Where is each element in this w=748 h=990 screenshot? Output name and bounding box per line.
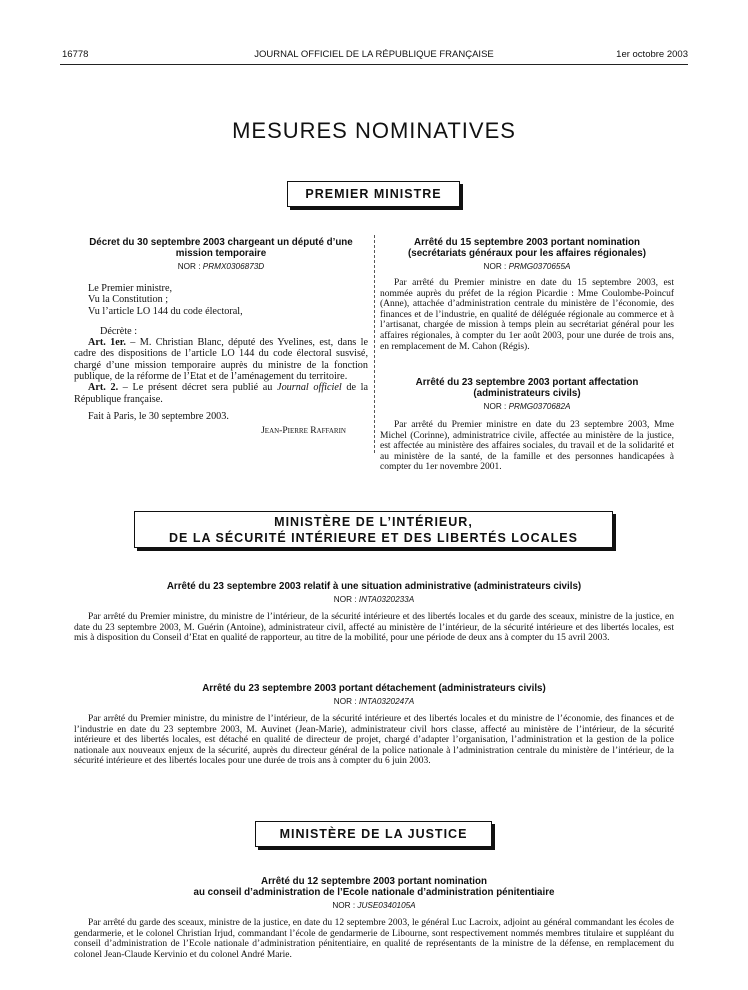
arrete-text: Par arrêté du garde des sceaux, ministre de la justice, en date du 12 septembre 2003, le général Luc Lacroix, adjoint au général commandant les écoles de gendarmerie, et le colonel Christian Irjud, commandant l’école de gendarmerie de Libourne, sont respectivement nommés membres titulaire et suppléant du conseil d’administration de l’Ecole nationale d’administration pénitentiaire, en qualité de représentants de la ministre de la défense, en remplacement du colonel Jean-Claude Kervinio et du colonel André Marie. <box>74 918 674 960</box>
section-heading-premier-ministre: PREMIER MINISTRE <box>287 181 460 207</box>
decree-mission-temporaire <box>74 237 368 436</box>
nor-line: NOR : INTA0320233A <box>333 595 415 604</box>
arrete-title: Arrêté du 23 septembre 2003 relatif à une situation administrative (administrateurs civils) <box>166 581 582 592</box>
fait-line: Fait à Paris, le 30 septembre 2003. <box>88 410 229 422</box>
arrete-nomination-enap <box>74 876 674 960</box>
arrete-affectation <box>380 377 674 473</box>
arrete-text: Par arrêté du Premier ministre, du ministre de l’intérieur, de la sécurité intérieure et des libertés locales et du garde des sceaux, ministre de la justice, en date du 23 septembre 2003, M. Guérin (Antoine), administrateur civil, affecté au ministère de l’intérieur, de la sécurité intérieure et des libertés locales, est mis à disposition du Conseil d’Etat en qualité de rapporteur, au titre de la mobilité, pour une période de deux ans à compter du 15 avril 2003. <box>74 612 674 644</box>
nor-line: NOR : PRMG0370682A <box>483 402 571 411</box>
arrete-text: Par arrêté du Premier ministre en date du 15 septembre 2003, est nommée auprès du préfet de la région Picardie : Mme Coulombe-Poincuf (Anne), attachée d’administration centrale du ministère de l’économie, des finances et de l’industrie, en qualité de déléguée régionale au commerce et à l’artisanat, chargée de mission à temps plein au secrétariat général pour les affaires régionales, à compter du 1er août 2003, pour une durée de trois ans, en remplacement de M. Cahon (Régis). <box>380 278 674 352</box>
arrete-situation-administrative <box>74 581 674 644</box>
section-heading-interieur: MINISTÈRE DE L’INTÉRIEUR, DE LA SÉCURITÉ INTÉRIEURE ET DES LIBERTÉS LOCALES <box>134 511 613 548</box>
decrete-line: Décrète : <box>100 325 138 337</box>
nor-code: INTA0320233A <box>358 595 415 604</box>
nor-code: INTA0320247A <box>358 697 415 706</box>
nor-line: NOR : PRMX0306873D <box>177 262 265 271</box>
arrete-title: Arrêté du 23 septembre 2003 portant affectation (administrateurs civils) <box>415 377 639 399</box>
arrete-title: Arrêté du 23 septembre 2003 portant détachement (administrateurs civils) <box>202 683 546 694</box>
arrete-title: Arrêté du 15 septembre 2003 portant nomination (secrétariats généraux pour les affaires régionales) <box>408 237 646 259</box>
nor-code: PRMX0306873D <box>202 262 265 271</box>
page-title: MESURES NOMINATIVES <box>232 118 516 143</box>
vu-line: Vu l’article LO 144 du code électoral, <box>88 305 243 317</box>
nor-line: NOR : PRMG0370655A <box>483 262 571 271</box>
journal-name: JOURNAL OFFICIEL DE LA RÉPUBLIQUE FRANÇAISE <box>254 49 494 60</box>
arrete-title: Arrêté du 12 septembre 2003 portant nomination au conseil d’administration de l’Ecole nationale d’administration pénitentiaire <box>193 876 555 898</box>
arrete-text: Par arrêté du Premier ministre en date du 23 septembre 2003, Mme Michel (Corinne), administratrice civile, affectée au ministère de la justice, est affectée au ministère des affaires sociales, du travail et de la solidarité et au ministère de la santé, de la famille et des personnes handicapées à compter du 1er novembre 2001. <box>380 420 674 473</box>
arrete-nomination-sgar <box>380 237 674 352</box>
nor-line: NOR : INTA0320247A <box>333 697 415 706</box>
article-2: Art. 2. – Le présent décret sera publié au Journal officiel de la République française. <box>74 382 368 405</box>
nor-code: PRMG0370682A <box>508 402 571 411</box>
article-label: Art. 1er. <box>88 337 126 349</box>
intro-line: Le Premier ministre, <box>88 283 173 294</box>
decree-title: Décret du 30 septembre 2003 chargeant un député d’une mission temporaire <box>89 237 353 259</box>
article-label: Art. 2. <box>88 382 119 394</box>
header-rule <box>60 64 688 65</box>
nor-code: JUSE0340105A <box>357 901 416 910</box>
vu-line: Vu la Constitution ; <box>88 294 169 306</box>
article-1: Art. 1er. – M. Christian Blanc, député des Yvelines, est, dans le cadre des dispositions de l’article LO 144 du code électoral susvisé, chargé d’une mission temporaire auprès du ministre de la fonction publique, de la réforme de l’Etat et de l’aménagement du territoire. <box>74 337 368 383</box>
nor-code: PRMG0370655A <box>508 262 571 271</box>
page-number: 16778 <box>62 49 89 60</box>
arrete-text: Par arrêté du Premier ministre, du ministre de l’intérieur, de la sécurité intérieure et des libertés locales et du ministre de l’économie, des finances et de l’industrie en date du 23 septembre 2003, M. Auvinet (Jean-Marie), administrateur civil hors classe, affecté au ministère de l’intérieur, de la sécurité intérieure et des libertés locales, est détaché en qualité de directeur de projet, chargé d’adapter l’organisation, l’administration et la gestion de la police nationale aux nouveaux enjeux de la sécurité, auprès du directeur général de la police nationale à l’administration centrale du ministère de l’intérieur, de la sécurité intérieure et des libertés locales pour une durée de trois ans à compter du 6 juin 2003. <box>74 714 674 767</box>
section-heading-justice: MINISTÈRE DE LA JUSTICE <box>255 821 492 847</box>
column-separator <box>374 235 375 453</box>
signature: Jean-Pierre Raffarin <box>261 426 346 437</box>
issue-date: 1er octobre 2003 <box>616 49 688 60</box>
nor-line: NOR : JUSE0340105A <box>332 901 416 910</box>
arrete-detachement <box>74 683 674 767</box>
